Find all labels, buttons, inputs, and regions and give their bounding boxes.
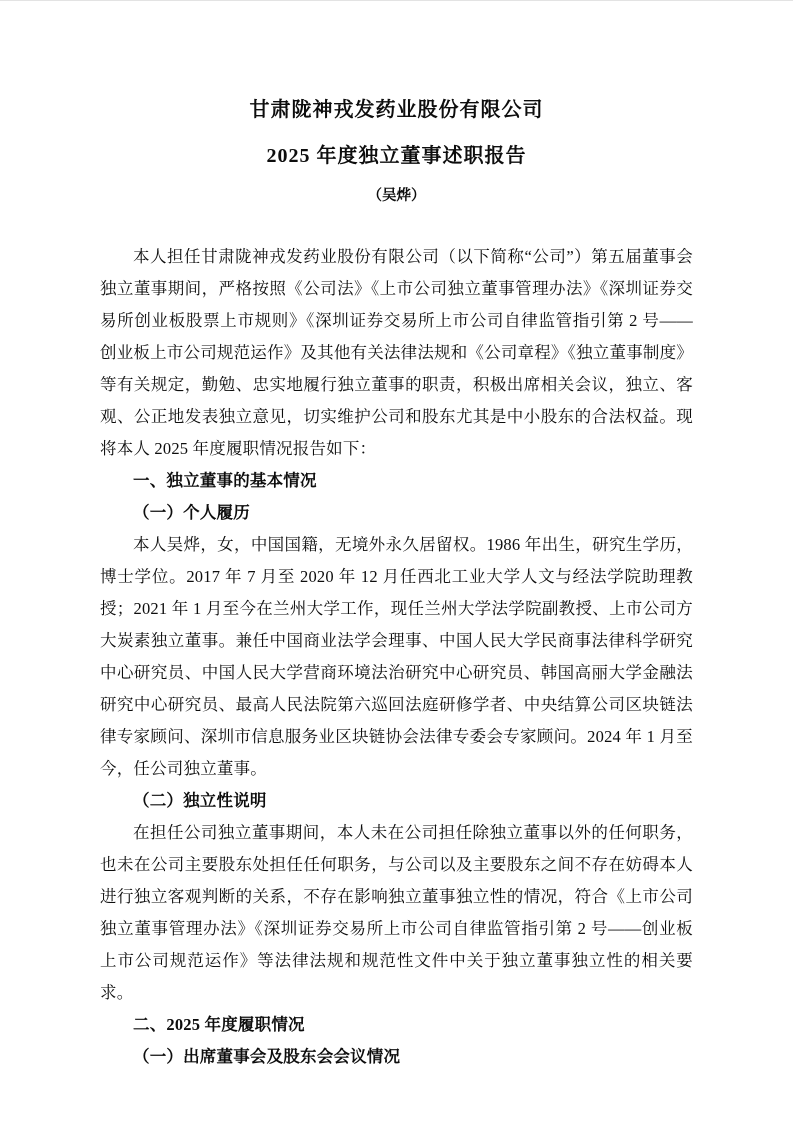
document-byline: （吴烨） — [367, 188, 426, 204]
section-heading-basic-info: 一、独立董事的基本情况 — [133, 471, 317, 490]
resume-paragraph: 本人吴烨，女，中国国籍，无境外永久居留权。1986 年出生，研究生学历，博士学位。2017 年 7 月至 2020 年 12 月任西北工业大学人文与经法学院助理教授；2021 年 1 月至今在兰州大学工作，现任兰州大学法学院副教授、上市公司方大炭素独立董事。兼任中国商业法学会理事、中国人民大学民商事法律科学研究中心研究员、中国人民大学营商环境法治研究中心研究员、韩国高丽大学金融法研究中心研究员、最高人民法院第六巡回法庭研修学者、中央结算公司区块链法律专家顾问、深圳市信息服务业区块链协会法律专委会专家顾问。2024 年 1 月至今，任公司独立董事。 — [100, 535, 693, 778]
subsection-heading-independence-statement: （二）独立性说明 — [133, 791, 267, 810]
document-title: 甘肃陇神戎发药业股份有限公司 — [249, 99, 544, 121]
intro-paragraph: 本人担任甘肃陇神戎发药业股份有限公司（以下简称“公司”）第五届董事会独立董事期间，严格按照《公司法》《上市公司独立董事管理办法》《深圳证券交易所创业板股票上市规则》《深圳证券交易所上市公司自律监管指引第 2 号——创业板上市公司规范运作》及其他有关法律法规和《公司章程》《独立董事制度》等有关规定，勤勉、忠实地履行独立董事的职责，积极出席相关会议，独立、客观、公正地发表独立意见，切实维护公司和股东尤其是中小股东的合法权益。现将本人 2025 年度履职情况报告如下： — [100, 247, 693, 458]
independence-paragraph: 在担任公司独立董事期间，本人未在公司担任除独立董事以外的任何职务，也未在公司主要股东处担任任何职务，与公司以及主要股东之间不存在妨碍本人进行独立客观判断的关系，不存在影响独立董事独立性的情况，符合《上市公司独立董事管理办法》《深圳证券交易所上市公司自律监管指引第 2 号——创业板上市公司规范运作》等法律法规和规范性文件中关于独立董事独立性的相关要求。 — [100, 823, 693, 1002]
document-body — [100, 241, 693, 1073]
subsection-heading-meeting-attendance: （一）出席董事会及股东会会议情况 — [133, 1047, 401, 1066]
document-subtitle: 2025 年度独立董事述职报告 — [266, 145, 527, 167]
subsection-heading-personal-resume: （一）个人履历 — [133, 503, 250, 522]
section-heading-2025-performance: 二、2025 年度履职情况 — [133, 1015, 305, 1034]
